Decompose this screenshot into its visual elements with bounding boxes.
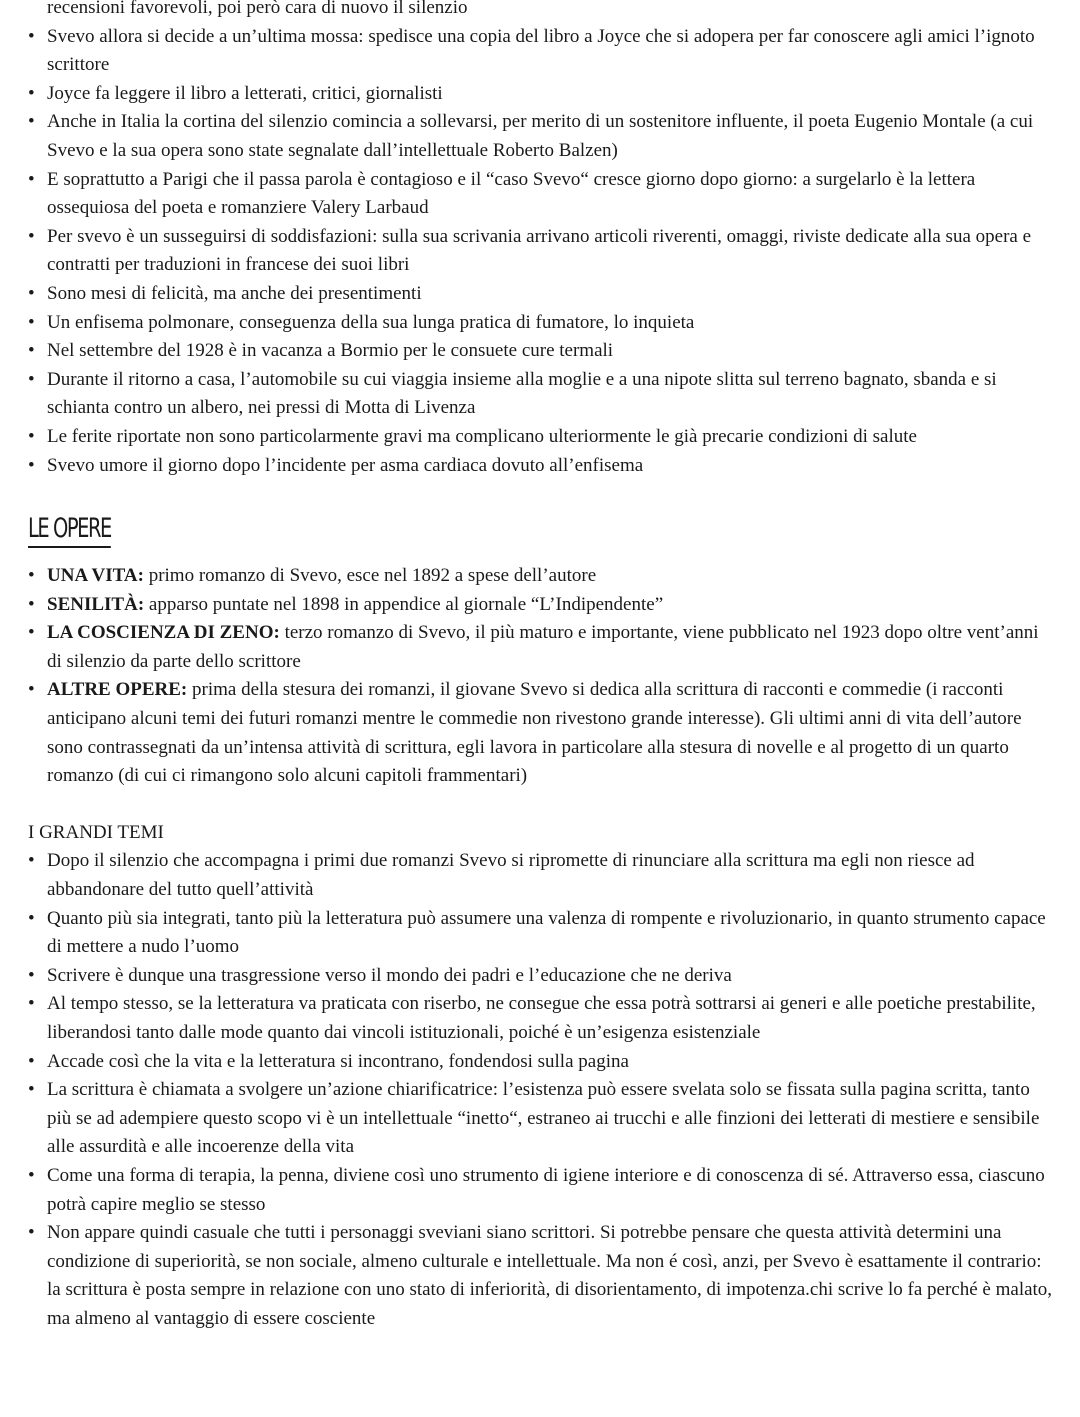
list-item: • Svevo umore il giorno dopo l’incidente per asma cardiaca dovuto all’enfisema — [28, 452, 1058, 481]
opera-description: prima della stesura dei romanzi, il giovane Svevo si dedica alla scrittura di racconti e commedie (i racconti anticipano alcuni temi dei futuri romanzi mentre le commedie non rivestono grande interesse). Gli ultimi anni di vita dell’autore sono contrassegnati da un’intensa attività di scrittura, egli lavora in particolare alla stesura di novelle e al progetto di un quarto romanzo (di cui ci rimangono solo alcuni capitoli frammentari) — [47, 679, 1022, 787]
list-item: • Un enfisema polmonare, conseguenza della sua lunga pratica di fumatore, lo inquieta — [28, 309, 1058, 338]
list-item: • Come una forma di terapia, la penna, diviene così uno strumento di igiene interiore e di conoscenza di sé. Attraverso essa, ciascuno potrà capire meglio se stesso — [28, 1162, 1058, 1219]
biography-list — [28, 23, 1058, 481]
section-title-temi: I GRANDI TEMI — [28, 821, 164, 843]
list-item: • Sono mesi di felicità, ma anche dei presentimenti — [28, 280, 1058, 309]
opere-heading-wrap — [28, 514, 1058, 558]
list-item: • Nel settembre del 1928 è in vacanza a Bormio per le consuete cure termali — [28, 337, 1058, 366]
list-item: • Scrivere è dunque una trasgressione verso il mondo dei padri e l’educazione che ne deriva — [28, 962, 1058, 991]
opera-name: LA COSCIENZA DI ZENO: — [47, 622, 280, 644]
opera-description: primo romanzo di Svevo, esce nel 1892 a spese dell’autore — [143, 565, 597, 587]
continuation-line: recensioni favorevoli, poi però cara di nuovo il silenzio — [47, 0, 468, 18]
opere-list — [28, 562, 1058, 791]
list-item — [28, 676, 1058, 790]
list-item: • E soprattutto a Parigi che il passa parola è contagioso e il “caso Svevo“ cresce giorno dopo giorno: a surgelarlo è la lettera ossequiosa del poeta e romanziere Valery Larbaud — [28, 166, 1058, 223]
section-title-opere: LE OPERE — [28, 514, 111, 548]
temi-list — [28, 847, 1058, 1333]
list-item: • Joyce fa leggere il libro a letterati, critici, giornalisti — [28, 80, 1058, 109]
list-item: • Anche in Italia la cortina del silenzio comincia a sollevarsi, per merito di un sostenitore influente, il poeta Eugenio Montale (a cui Svevo e la sua opera sono state segnalate dall’intellettuale Roberto Balzen) — [28, 108, 1058, 165]
list-item: • La scrittura è chiamata a svolgere un’azione chiarificatrice: l’esistenza può essere svelata solo se fissata sulla pagina scritta, tanto più se ad adempiere questo scopo vi è un intellettuale “inetto“, estraneo ai trucchi e alle finzioni dei letterati di mestiere e sensibile alle assurdità e alle incoerenze della vita — [28, 1076, 1058, 1162]
list-item: • Svevo allora si decide a un’ultima mossa: spedisce una copia del libro a Joyce che si adopera per far conoscere agli amici l’ignoto scrittore — [28, 23, 1058, 80]
list-item: • Per svevo è un susseguirsi di soddisfazioni: sulla sua scrivania arrivano articoli riverenti, omaggi, riviste dedicate alla sua opera e contratti per traduzioni in francese dei suoi libri — [28, 223, 1058, 280]
list-item: • Non appare quindi casuale che tutti i personaggi sveviani siano scrittori. Si potrebbe pensare che questa attività determini una condizione di superiorità, se non sociale, almeno culturale e intellettuale. Ma non é così, anzi, per Svevo è esattamente il contrario: la scrittura è posta sempre in relazione con uno stato di inferiorità, di disorientamento, di impotenza.chi scrive lo fa perché è malato, ma almeno al vantaggio di essere cosciente — [28, 1219, 1058, 1333]
opera-name: SENILITÀ: — [47, 593, 145, 615]
list-item — [28, 591, 1058, 620]
list-item: • Le ferite riportate non sono particolarmente gravi ma complicano ulteriormente le già precarie condizioni di salute — [28, 423, 1058, 452]
opera-description: terzo romanzo di Svevo, il più maturo e importante, viene pubblicato nel 1923 dopo oltre vent’anni di silenzio da parte dello scrittore — [47, 622, 1039, 672]
document-page — [28, 0, 1058, 1334]
opera-name: ALTRE OPERE: — [47, 679, 188, 701]
list-item: • Al tempo stesso, se la letteratura va praticata con riserbo, ne consegue che essa potrà sottrarsi ai generi e alle poetiche prestabilite, liberandosi tanto dalle mode quanto dai vincoli istituzionali, poiché è un’esigenza esistenziale — [28, 990, 1058, 1047]
list-item: • Durante il ritorno a casa, l’automobile su cui viaggia insieme alla moglie e a una nipote slitta sul terreno bagnato, sbanda e si schianta contro un albero, nei pressi di Motta di Livenza — [28, 366, 1058, 423]
list-item: • Accade così che la vita e la letteratura si incontrano, fondendosi sulla pagina — [28, 1048, 1058, 1077]
list-item: • Quanto più sia integrati, tanto più la letteratura può assumere una valenza di rompente e rivoluzionario, in quanto strumento capace di mettere a nudo l’uomo — [28, 905, 1058, 962]
list-item — [28, 619, 1058, 676]
opera-description: apparso puntate nel 1898 in appendice al giornale “L’Indipendente” — [144, 593, 664, 615]
opera-name: UNA VITA: — [47, 565, 144, 587]
list-item: • Dopo il silenzio che accompagna i primi due romanzi Svevo si ripromette di rinunciare alla scrittura ma egli non riesce ad abbandonare del tutto quell’attività — [28, 847, 1058, 904]
list-item — [28, 562, 1058, 591]
